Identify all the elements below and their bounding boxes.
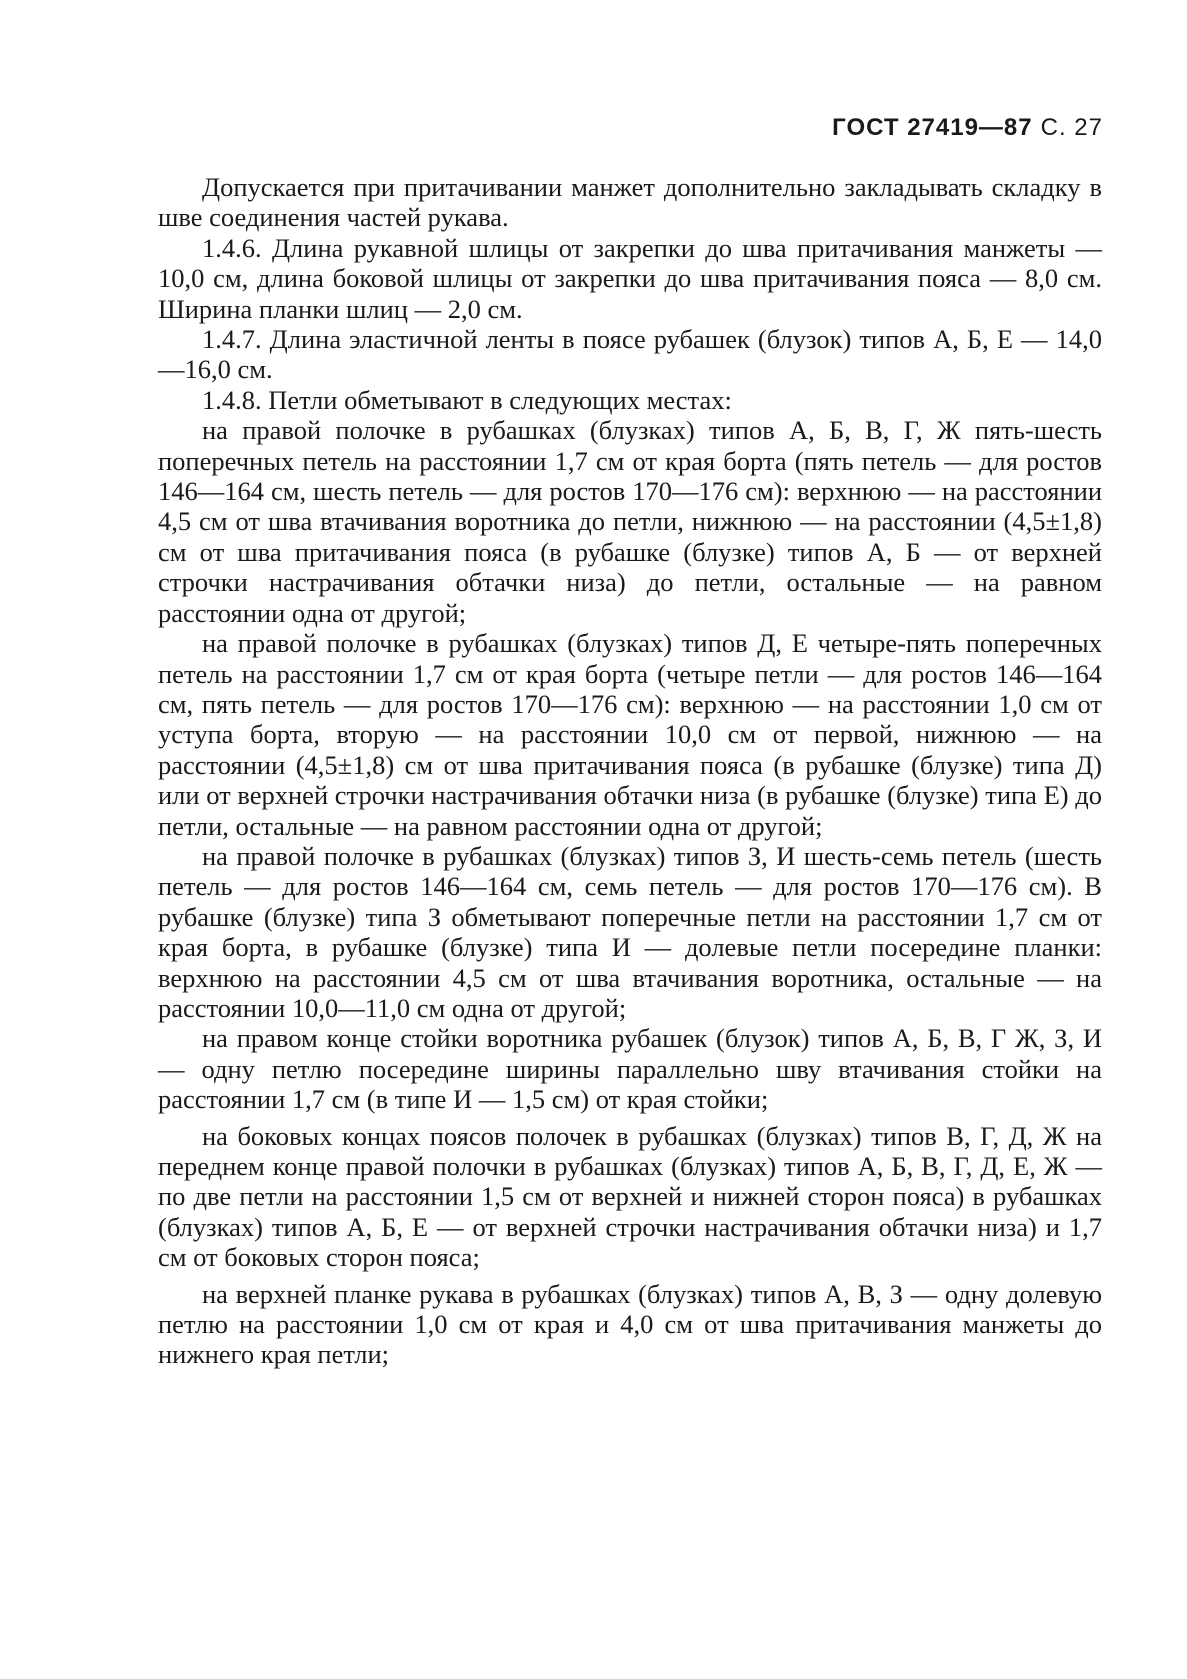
paragraph: на правой полочке в рубашках (блузках) типов А, Б, В, Г, Ж пять-шесть поперечных петель на расстоянии 1,7 см от края борта (пять петель — для ростов 146—164 см, шесть петель — для ростов 170—176 см): верхнюю — на расстоянии 4,5 см от шва втачивания воротника до петли, нижнюю — на расстоянии (4,5±1,8) см от шва притачивания пояса (в рубашке (блузке) типов А, Б — от верхней строчки настрачивания обтачки низа) до петли, остальные — на равном расстоянии одна от другой;: [158, 415, 1102, 628]
paragraph: Допускается при притачивании манжет дополнительно закладывать складку в шве соединения частей рукава.: [158, 172, 1102, 233]
paragraph: на верхней планке рукава в рубашках (блузках) типов А, В, З — одну долевую петлю на расстоянии 1,0 см от края и 4,0 см от шва притачивания манжеты до нижнего края петли;: [158, 1278, 1102, 1370]
paragraph: на правом конце стойки воротника рубашек (блузок) типов А, Б, В, Г Ж, З, И — одну петлю посередине ширины параллельно шву втачивания стойки на расстоянии 1,7 см (в типе И — 1,5 см) от края стойки;: [158, 1023, 1102, 1115]
paragraph: на боковых концах поясов полочек в рубашках (блузках) типов В, Г, Д, Ж на переднем конце правой полочки в рубашках (блузках) типов А, Б, В, Г, Д, Е, Ж — по две петли на расстоянии 1,5 см от верхней и нижней сторон пояса) в рубашках (блузках) типов А, Б, Е — от верхней строчки настрачивания обтачки низа) и 1,7 см от боковых сторон пояса;: [158, 1120, 1102, 1273]
standard-number: ГОСТ 27419—87: [832, 114, 1033, 141]
paragraph: на правой полочке в рубашках (блузках) типов Д, Е четыре-пять поперечных петель на расстоянии 1,7 см от края борта (четыре петли — для ростов 146—164 см, пять петель — для ростов 170—176 см): верхнюю — на расстоянии 1,0 см от уступа борта, вторую — на расстоянии 10,0 см от первой, нижнюю — на расстоянии (4,5±1,8) см от шва притачивания пояса (в рубашке (блузке) типа Д) или от верхней строчки настрачивания обтачки низа (в рубашке (блузке) типа Е) до петли, остальные — на равном расстоянии одна от другой;: [158, 628, 1102, 841]
paragraph: 1.4.8. Петли обметывают в следующих местах:: [202, 384, 732, 415]
page-header: [832, 114, 1103, 142]
page-number: С. 27: [1040, 114, 1103, 141]
body-text: [158, 172, 1102, 1370]
paragraph: 1.4.7. Длина эластичной ленты в поясе рубашек (блузок) типов А, Б, Е — 14,0—16,0 см.: [158, 324, 1102, 385]
paragraph: на правой полочке в рубашках (блузках) типов З, И шесть-семь петель (шесть петель — для ростов 146—164 см, семь петель — для ростов 170—176 см). В рубашке (блузке) типа З обметывают поперечные петли на расстоянии 1,7 см от края борта, в рубашке (блузке) типа И — долевые петли посередине планки: верхнюю на расстоянии 4,5 см от шва втачивания воротника, остальные — на расстоянии 10,0—11,0 см одна от другой;: [158, 840, 1102, 1023]
paragraph: 1.4.6. Длина рукавной шлицы от закрепки до шва притачивания манжеты — 10,0 см, длина боковой шлицы от закрепки до шва притачивания пояса — 8,0 см. Ширина планки шлиц — 2,0 см.: [158, 232, 1102, 324]
